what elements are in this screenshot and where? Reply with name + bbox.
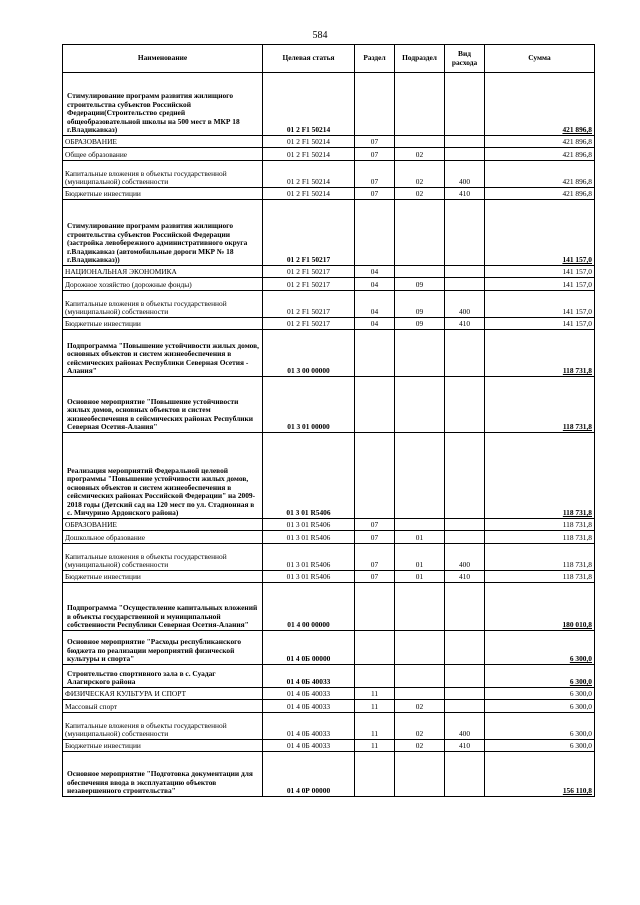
cell-expense: 400 <box>445 161 485 188</box>
cell-expense <box>445 200 485 266</box>
header-expense: Вид расхода <box>445 45 485 73</box>
cell-subsection: 01 <box>395 531 445 544</box>
cell-sum: 118 731,8 <box>485 377 595 433</box>
cell-sum: 141 157,0 <box>485 266 595 278</box>
page-number: 584 <box>312 30 328 41</box>
cell-code: 01 3 01 R5406 <box>263 544 355 571</box>
cell-sum: 118 731,8 <box>485 531 595 544</box>
cell-sum: 118 731,8 <box>485 544 595 571</box>
table-row <box>63 631 595 665</box>
cell-expense <box>445 433 485 519</box>
table-row <box>63 278 595 291</box>
cell-sum: 118 731,8 <box>485 571 595 583</box>
table-row <box>63 665 595 688</box>
cell-sum: 141 157,0 <box>485 278 595 291</box>
cell-name: Бюджетные инвестиции <box>63 188 263 200</box>
cell-code: 01 3 01 R5406 <box>263 519 355 531</box>
cell-expense <box>445 136 485 148</box>
cell-sum: 141 157,0 <box>485 291 595 318</box>
cell-code: 01 4 0Б 40033 <box>263 688 355 700</box>
cell-expense: 400 <box>445 713 485 740</box>
cell-name: ФИЗИЧЕСКАЯ КУЛЬТУРА И СПОРТ <box>63 688 263 700</box>
cell-code: 01 2 F1 50217 <box>263 266 355 278</box>
table-row <box>63 752 595 797</box>
table-header-row <box>63 45 595 73</box>
cell-name: Бюджетные инвестиции <box>63 571 263 583</box>
table-row <box>63 531 595 544</box>
cell-subsection <box>395 73 445 136</box>
cell-code: 01 2 F1 50214 <box>263 148 355 161</box>
cell-section: 07 <box>355 188 395 200</box>
table-row <box>63 188 595 200</box>
cell-sum: 6 300,0 <box>485 700 595 713</box>
cell-sum: 421 896,8 <box>485 188 595 200</box>
cell-code: 01 2 F1 50217 <box>263 318 355 330</box>
header-code: Целевая статья <box>263 45 355 73</box>
cell-expense <box>445 519 485 531</box>
cell-expense: 400 <box>445 291 485 318</box>
cell-section <box>355 665 395 688</box>
cell-subsection: 09 <box>395 291 445 318</box>
cell-section <box>355 583 395 631</box>
cell-section: 04 <box>355 318 395 330</box>
cell-name: НАЦИОНАЛЬНАЯ ЭКОНОМИКА <box>63 266 263 278</box>
cell-section: 11 <box>355 700 395 713</box>
cell-section <box>355 377 395 433</box>
cell-name: Подпрограмма "Повышение устойчивости жилых домов, основных объектов и систем жизнеобеспечения в сейсмических районах Республики Северная Осетия - Алания" <box>63 330 263 377</box>
cell-expense <box>445 665 485 688</box>
cell-name: Бюджетные инвестиции <box>63 318 263 330</box>
header-section: Раздел <box>355 45 395 73</box>
cell-subsection: 09 <box>395 318 445 330</box>
cell-name: Дорожное хозяйство (дорожные фонды) <box>63 278 263 291</box>
table-row <box>63 73 595 136</box>
cell-code: 01 3 01 00000 <box>263 377 355 433</box>
cell-subsection <box>395 266 445 278</box>
budget-table <box>62 44 595 797</box>
cell-code: 01 4 0Р 00000 <box>263 752 355 797</box>
cell-section <box>355 73 395 136</box>
cell-name: Основное мероприятие "Повышение устойчивости жилых домов, основных объектов и систем жизнеобеспечения в сейсмических районах Республики Северная Осетия-Алания" <box>63 377 263 433</box>
cell-section: 11 <box>355 740 395 752</box>
cell-subsection: 02 <box>395 700 445 713</box>
cell-sum: 421 896,8 <box>485 148 595 161</box>
cell-code: 01 2 F1 50214 <box>263 73 355 136</box>
table-row <box>63 318 595 330</box>
table-body <box>63 73 595 797</box>
table-row <box>63 544 595 571</box>
cell-code: 01 4 0Б 40033 <box>263 713 355 740</box>
cell-sum: 118 731,8 <box>485 519 595 531</box>
cell-expense <box>445 73 485 136</box>
cell-code: 01 4 0Б 40033 <box>263 665 355 688</box>
cell-sum: 6 300,0 <box>485 665 595 688</box>
table-row <box>63 713 595 740</box>
cell-subsection: 02 <box>395 161 445 188</box>
cell-subsection: 01 <box>395 544 445 571</box>
cell-subsection: 09 <box>395 278 445 291</box>
table-row <box>63 291 595 318</box>
cell-section <box>355 200 395 266</box>
cell-subsection <box>395 136 445 148</box>
cell-section: 07 <box>355 571 395 583</box>
cell-code: 01 2 F1 50214 <box>263 161 355 188</box>
header-sum: Сумма <box>485 45 595 73</box>
cell-name: Бюджетные инвестиции <box>63 740 263 752</box>
cell-name: Основное мероприятие "Подготовка документации для обеспечения ввода в эксплуатацию объектов незавершенного строительства" <box>63 752 263 797</box>
cell-code: 01 2 F1 50214 <box>263 188 355 200</box>
cell-expense <box>445 688 485 700</box>
cell-sum: 180 010,8 <box>485 583 595 631</box>
cell-code: 01 3 01 R5406 <box>263 571 355 583</box>
cell-code: 01 2 F1 50217 <box>263 278 355 291</box>
cell-subsection <box>395 752 445 797</box>
cell-section: 07 <box>355 544 395 571</box>
table-row <box>63 700 595 713</box>
cell-subsection <box>395 433 445 519</box>
cell-expense <box>445 377 485 433</box>
table-row <box>63 330 595 377</box>
cell-code: 01 3 00 00000 <box>263 330 355 377</box>
cell-name: ОБРАЗОВАНИЕ <box>63 136 263 148</box>
cell-section <box>355 330 395 377</box>
cell-section: 07 <box>355 531 395 544</box>
cell-code: 01 3 01 R5406 <box>263 433 355 519</box>
cell-subsection <box>395 330 445 377</box>
cell-expense <box>445 148 485 161</box>
cell-name: Капитальные вложения в объекты государственной (муниципальной) собственности <box>63 161 263 188</box>
cell-expense: 400 <box>445 544 485 571</box>
cell-section: 04 <box>355 278 395 291</box>
cell-code: 01 2 F1 50217 <box>263 200 355 266</box>
table-row <box>63 519 595 531</box>
cell-name: Строительство спортивного зала в с. Суадаг Алагирского района <box>63 665 263 688</box>
cell-subsection <box>395 200 445 266</box>
table-row <box>63 571 595 583</box>
cell-code: 01 4 0Б 40033 <box>263 740 355 752</box>
cell-section <box>355 433 395 519</box>
cell-name: Общее образование <box>63 148 263 161</box>
cell-expense: 410 <box>445 188 485 200</box>
cell-name: Капитальные вложения в объекты государственной (муниципальной) собственности <box>63 713 263 740</box>
cell-sum: 421 896,8 <box>485 161 595 188</box>
cell-expense: 410 <box>445 740 485 752</box>
table-row <box>63 740 595 752</box>
cell-sum: 6 300,0 <box>485 631 595 665</box>
cell-sum: 6 300,0 <box>485 740 595 752</box>
cell-name: Массовый спорт <box>63 700 263 713</box>
cell-code: 01 4 00 00000 <box>263 583 355 631</box>
cell-sum: 141 157,0 <box>485 318 595 330</box>
cell-code: 01 4 0Б 00000 <box>263 631 355 665</box>
cell-name: Капитальные вложения в объекты государственной (муниципальной) собственности <box>63 291 263 318</box>
cell-subsection: 02 <box>395 713 445 740</box>
cell-sum: 421 896,8 <box>485 136 595 148</box>
cell-name: Подпрограмма "Осуществление капитальных вложений в объекты государственной и муниципальной собственности Республики Северная Осетия-Алания" <box>63 583 263 631</box>
cell-sum: 421 896,8 <box>485 73 595 136</box>
cell-section <box>355 631 395 665</box>
header-subsection: Подраздел <box>395 45 445 73</box>
cell-code: 01 4 0Б 40033 <box>263 700 355 713</box>
header-name: Наименование <box>63 45 263 73</box>
cell-name: ОБРАЗОВАНИЕ <box>63 519 263 531</box>
cell-subsection: 02 <box>395 740 445 752</box>
cell-section: 04 <box>355 291 395 318</box>
table-row <box>63 688 595 700</box>
cell-subsection <box>395 583 445 631</box>
cell-sum: 141 157,0 <box>485 200 595 266</box>
cell-expense <box>445 583 485 631</box>
cell-subsection: 02 <box>395 188 445 200</box>
cell-section: 07 <box>355 148 395 161</box>
cell-expense <box>445 278 485 291</box>
cell-sum: 118 731,8 <box>485 433 595 519</box>
cell-subsection: 01 <box>395 571 445 583</box>
cell-name: Основное мероприятие "Расходы республиканского бюджета по реализации мероприятий физической культуры и спорта" <box>63 631 263 665</box>
cell-expense <box>445 330 485 377</box>
cell-name: Стимулирование программ развития жилищного строительства субъектов Российской Федерации (застройка левобережного административного округа г.Владикавказ (автомобильные дороги МКР № 18 г.Владикавказ)) <box>63 200 263 266</box>
table-row <box>63 136 595 148</box>
cell-sum: 6 300,0 <box>485 713 595 740</box>
cell-sum: 118 731,8 <box>485 330 595 377</box>
table-row <box>63 200 595 266</box>
cell-expense <box>445 752 485 797</box>
table-row <box>63 161 595 188</box>
cell-section: 07 <box>355 136 395 148</box>
cell-code: 01 2 F1 50214 <box>263 136 355 148</box>
cell-subsection <box>395 377 445 433</box>
cell-subsection <box>395 688 445 700</box>
cell-expense <box>445 631 485 665</box>
table-row <box>63 433 595 519</box>
cell-section: 11 <box>355 688 395 700</box>
cell-sum: 156 110,8 <box>485 752 595 797</box>
cell-sum: 6 300,0 <box>485 688 595 700</box>
cell-subsection <box>395 665 445 688</box>
cell-code: 01 2 F1 50217 <box>263 291 355 318</box>
cell-subsection: 02 <box>395 148 445 161</box>
cell-section: 04 <box>355 266 395 278</box>
cell-expense <box>445 531 485 544</box>
table-row <box>63 148 595 161</box>
cell-expense <box>445 266 485 278</box>
cell-name: Капитальные вложения в объекты государственной (муниципальной) собственности <box>63 544 263 571</box>
table-row <box>63 266 595 278</box>
table-row <box>63 583 595 631</box>
cell-code: 01 3 01 R5406 <box>263 531 355 544</box>
cell-section: 07 <box>355 161 395 188</box>
cell-expense: 410 <box>445 318 485 330</box>
cell-expense: 410 <box>445 571 485 583</box>
cell-section: 07 <box>355 519 395 531</box>
table-row <box>63 377 595 433</box>
cell-expense <box>445 700 485 713</box>
cell-name: Реализация мероприятий Федеральной целевой программы "Повышение устойчивости жилых домов, основных объектов и систем жизнеобеспечения в сейсмических районах Российской Федерации" на 2009-2018 годы (Детский сад на 120 мест по ул. Стадионная в с. Мичурино Ардонского района) <box>63 433 263 519</box>
cell-subsection <box>395 519 445 531</box>
cell-section <box>355 752 395 797</box>
cell-subsection <box>395 631 445 665</box>
cell-section: 11 <box>355 713 395 740</box>
cell-name: Стимулирование программ развития жилищного строительства субъектов Российской Федерации(Строительство средней общеобразовательной школы на 500 мест в МКР 18 г.Владикавказ) <box>63 73 263 136</box>
cell-name: Дошкольное образование <box>63 531 263 544</box>
